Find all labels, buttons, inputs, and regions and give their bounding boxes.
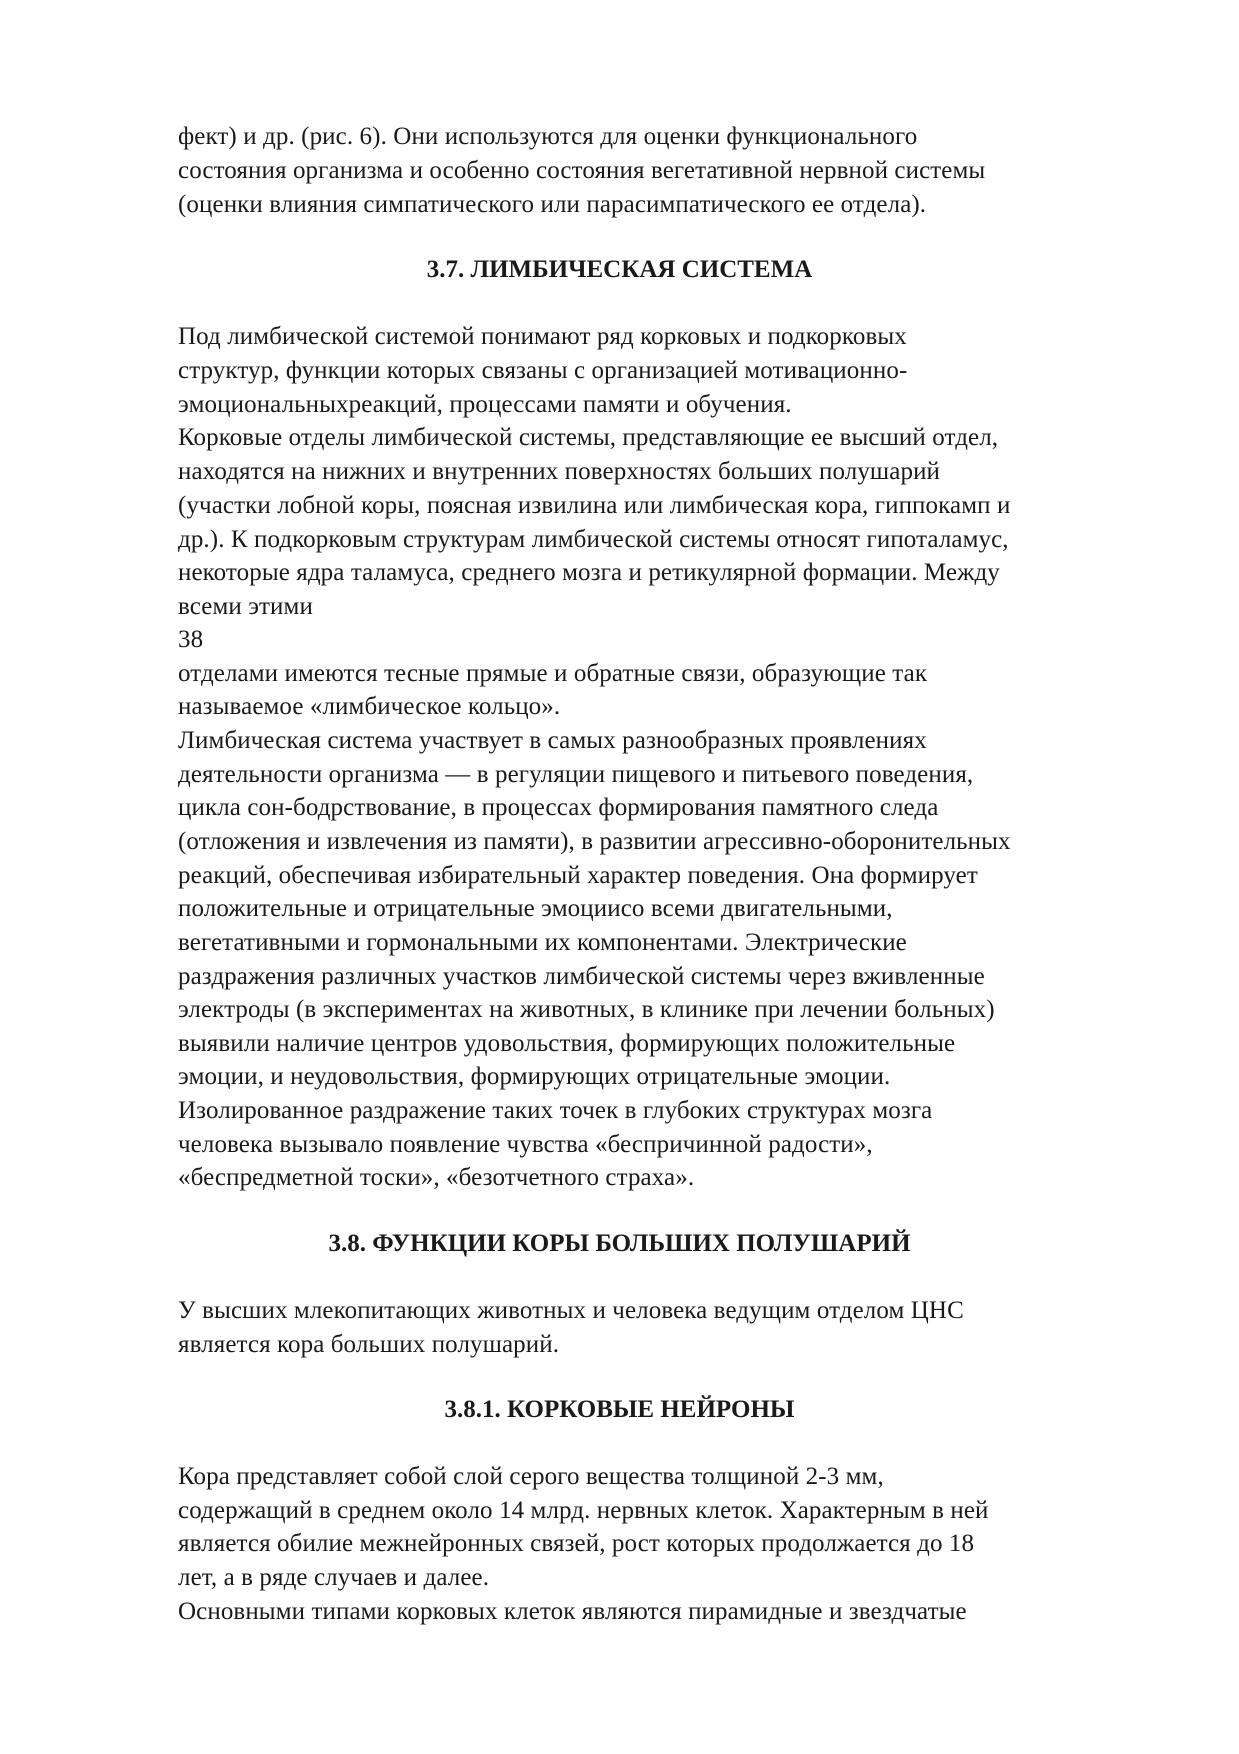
text-line: находятся на нижних и внутренних поверхностях больших полушарий <box>178 458 941 485</box>
text-line: отделами имеются тесные прямые и обратные связи, образующие так <box>178 660 928 687</box>
text-line: является обилие межнейронных связей, рост которых продолжается до 18 <box>178 1530 975 1557</box>
text-line: состояния организма и особенно состояния вегетативной нервной системы <box>178 157 986 184</box>
text-line: структур, функции которых связаны с организацией мотивационно- <box>178 357 908 384</box>
text-line: (оценки влияния симпатического или парасимпатического ее отдела). <box>178 191 927 218</box>
text-line: эмоциональныхреакций, процессами памяти и обучения. <box>178 391 792 418</box>
text-line: выявили наличие центров удовольствия, формирующих положительные <box>178 1030 956 1057</box>
section-heading-3-7: 3.7. ЛИМБИЧЕСКАЯ СИСТЕМА <box>426 256 813 283</box>
text-line: Основными типами корковых клеток являются пирамидные и звездчатые <box>178 1598 967 1625</box>
text-line: человека вызывало появление чувства «беспричинной радости», <box>178 1131 873 1158</box>
text-line: всеми этими <box>178 593 313 620</box>
text-line: Кора представляет собой слой серого вещества толщиной 2-3 мм, <box>178 1463 884 1490</box>
text-line: Лимбическая система участвует в самых разнообразных проявлениях <box>178 727 927 754</box>
text-line: раздражения различных участков лимбической системы через вживленные <box>178 963 985 990</box>
text-line: электроды (в экспериментах на животных, в клинике при лечении больных) <box>178 996 995 1023</box>
text-line: Под лимбической системой понимают ряд корковых и подкорковых <box>178 323 907 350</box>
text-line: реакций, обеспечивая избирательный характер поведения. Она формирует <box>178 862 978 889</box>
text-line: является кора больших полушарий. <box>178 1331 560 1358</box>
page-number: 38 <box>178 626 204 653</box>
text-line: некоторые ядра таламуса, среднего мозга и ретикулярной формации. Между <box>178 559 1000 586</box>
text-line: лет, а в ряде случаев и далее. <box>178 1564 490 1591</box>
text-line: (участки лобной коры, поясная извилина или лимбическая кора, гиппокамп и <box>178 492 1011 519</box>
text-line: фект) и др. (рис. 6). Они используются для оценки функционального <box>178 123 918 150</box>
text-line: цикла сон-бодрствование, в процессах формирования памятного следа <box>178 794 939 821</box>
text-line: положительные и отрицательные эмоциисо всеми двигательными, <box>178 895 893 922</box>
text-line: Корковые отделы лимбической системы, представляющие ее высший отдел, <box>178 424 999 451</box>
text-line: (отложения и извлечения из памяти), в развитии агрессивно-оборонительных <box>178 828 1011 855</box>
text-line: «беспредметной тоски», «безотчетного страха». <box>178 1164 695 1191</box>
text-line: У высших млекопитающих животных и человека ведущим отделом ЦНС <box>178 1297 964 1324</box>
text-line: деятельности организма — в регуляции пищевого и питьевого поведения, <box>178 761 974 788</box>
text-line: вегетативными и гормональными их компонентами. Электрические <box>178 929 907 956</box>
section-heading-3-8-1: 3.8.1. КОРКОВЫЕ НЕЙРОНЫ <box>444 1396 795 1423</box>
text-line: содержащий в среднем около 14 млрд. нервных клеток. Характерным в ней <box>178 1497 989 1524</box>
text-line: др.). К подкорковым структурам лимбической системы относят гипоталамус, <box>178 526 1009 553</box>
text-line: Изолированное раздражение таких точек в глубоких структурах мозга <box>178 1097 933 1124</box>
text-line: эмоции, и неудовольствия, формирующих отрицательные эмоции. <box>178 1063 891 1090</box>
text-line: называемое «лимбическое кольцо». <box>178 693 561 720</box>
section-heading-3-8: 3.8. ФУНКЦИИ КОРЫ БОЛЬШИХ ПОЛУШАРИЙ <box>328 1230 911 1257</box>
